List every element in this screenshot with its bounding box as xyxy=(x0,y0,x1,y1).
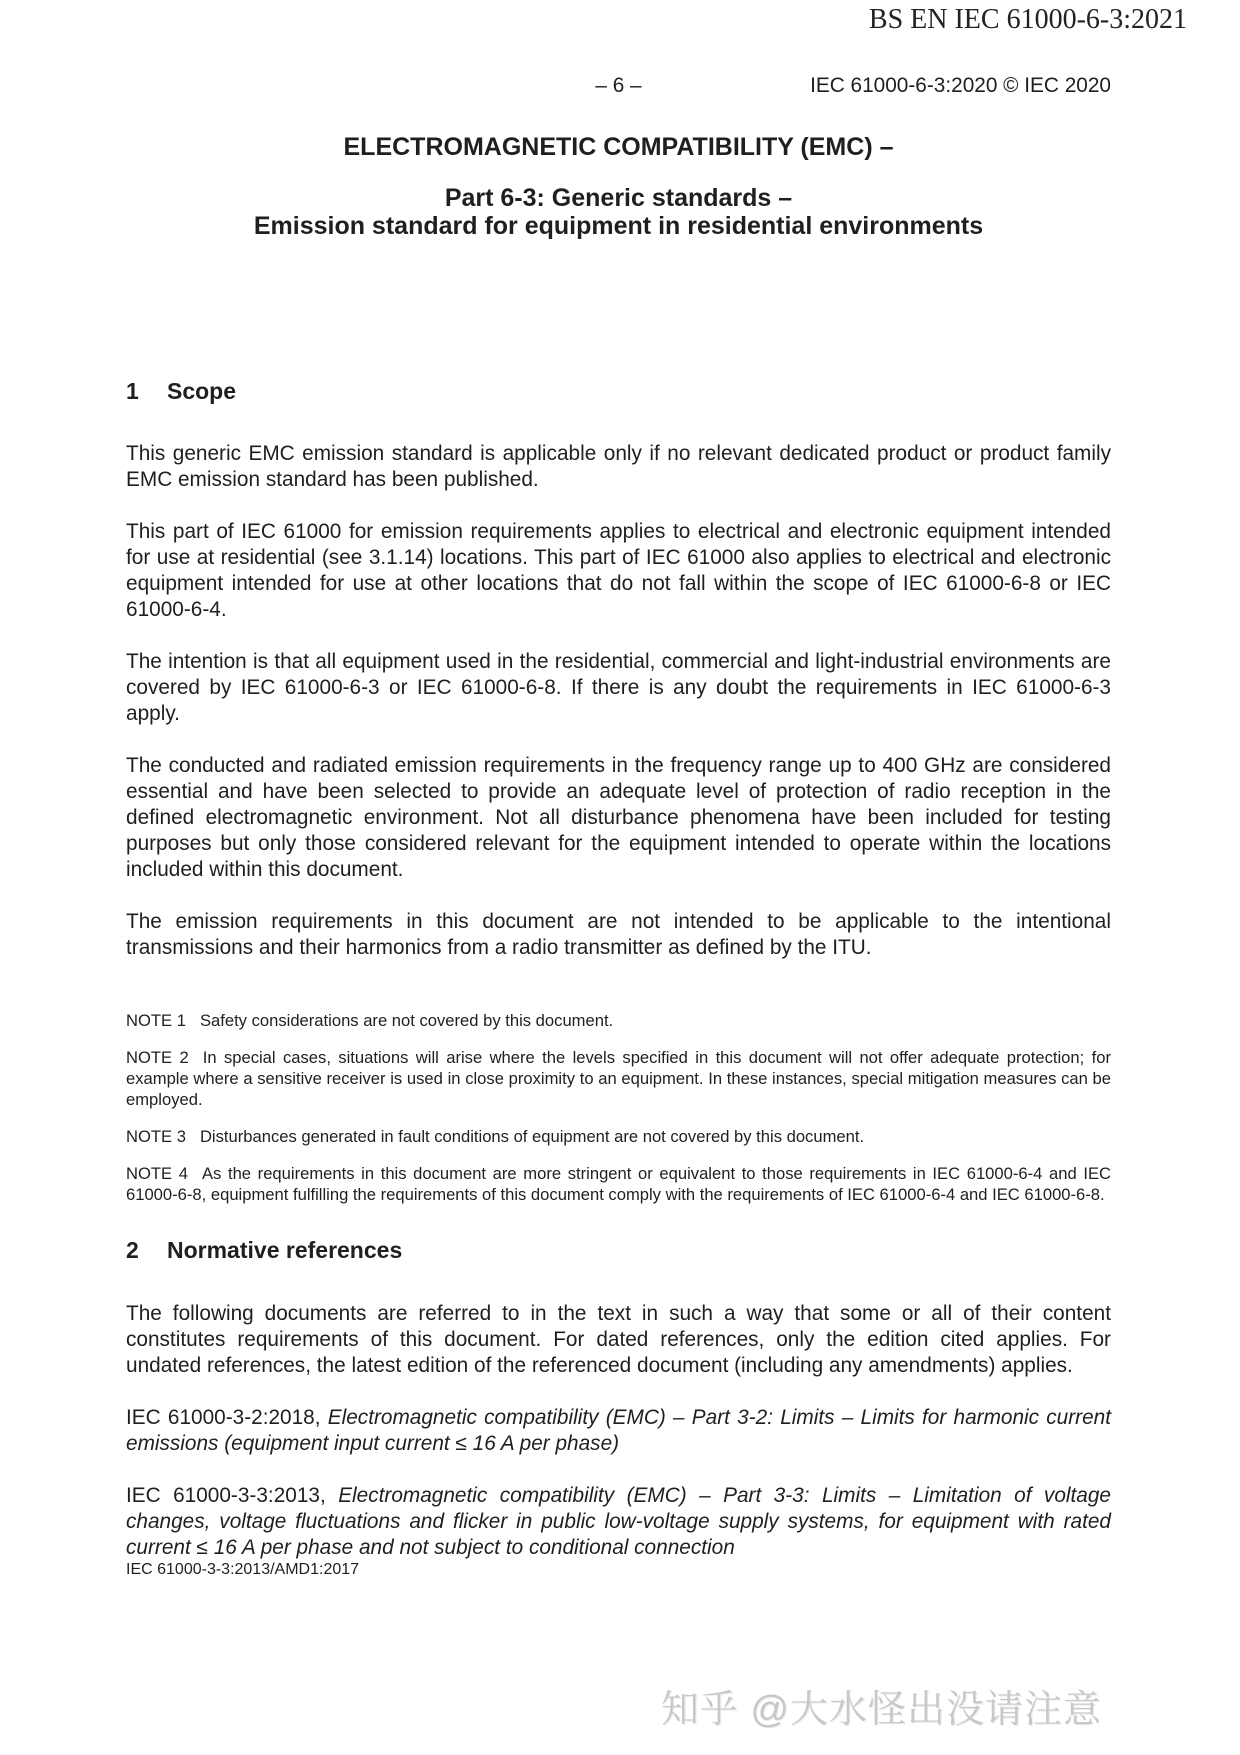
note-text: Disturbances generated in fault conditions of equipment are not covered by this document. xyxy=(199,1127,865,1146)
page-number: – 6 – xyxy=(595,74,642,97)
section-title: Scope xyxy=(167,378,237,404)
note xyxy=(126,1126,1111,1147)
section-heading-normative-references xyxy=(126,1237,1111,1263)
section-number: 2 xyxy=(126,1237,139,1263)
reference-item xyxy=(126,1483,1111,1561)
scope-paragraph: The conducted and radiated emission requirements in the frequency range up to 400 GHz are considered essential and have been selected to provide an adequate level of protection of radio reception in the defined electromagnetic environment. Not all disturbance phenomena have been included for testing purposes but only those considered relevant for the equipment intended to operate within the locations included within this document. xyxy=(126,754,1111,881)
bs-standard-reference: BS EN IEC 61000-6-3:2021 xyxy=(868,4,1187,35)
note xyxy=(126,1163,1111,1205)
scope-paragraph: This generic EMC emission standard is applicable only if no relevant dedicated product or product family EMC emission standard has been published. xyxy=(126,442,1111,491)
normative-references-intro: The following documents are referred to in the text in such a way that some or all of their content constitutes requirements of this document. For dated references, only the edition cited applies. For undated references, the latest edition of the referenced document (including any amendments) applies. xyxy=(126,1302,1111,1377)
reference-title: Electromagnetic compatibility (EMC) – Part 3-3: Limits – Limitation of voltage changes, voltage fluctuations and flicker in public low-voltage supply systems, for equipment with rated current ≤ 16 A per phase and not subject to conditional connection xyxy=(126,1484,1111,1559)
scope-paragraph: This part of IEC 61000 for emission requirements applies to electrical and electronic equipment intended for use at residential (see 3.1.14) locations. This part of IEC 61000 also applies to electrical and electronic equipment intended for use at other locations that do not fall within the scope of IEC 61000-6-8 or IEC 61000-6-4. xyxy=(126,520,1111,621)
section-title: Normative references xyxy=(167,1237,403,1263)
note-text: Safety considerations are not covered by this document. xyxy=(199,1011,614,1030)
document-title: ELECTROMAGNETIC COMPATIBILITY (EMC) – xyxy=(343,133,894,161)
section-number: 1 xyxy=(126,378,139,404)
reference-item xyxy=(126,1405,1111,1457)
note-label: NOTE 3 xyxy=(126,1127,186,1146)
scope-paragraph: The intention is that all equipment used in the residential, commercial and light-industrial environments are covered by IEC 61000-6-3 or IEC 61000-6-8. If there is any doubt the requirements in IEC 61000-6-3 apply. xyxy=(126,650,1111,725)
note-text: In special cases, situations will arise where the levels specified in this document will not offer adequate protection; for example where a sensitive receiver is used in close proximity to an equipment. In these instances, special mitigation measures can be employed. xyxy=(126,1048,1111,1109)
zhihu-watermark: 知乎 @大水怪出没请注意 xyxy=(660,1689,1102,1731)
reference-code: IEC 61000-3-2:2018, xyxy=(126,1406,321,1429)
section-heading-scope xyxy=(126,378,1111,404)
note-text: As the requirements in this document are more stringent or equivalent to those requirements in IEC 61000-6-4 and IEC 61000-6-8, equipment fulfilling the requirements of this document comply with the requirements of IEC 61000-6-4 and IEC 61000-6-8. xyxy=(126,1164,1111,1204)
document-subtitle-line-2: Emission standard for equipment in residential environments xyxy=(253,212,984,240)
reference-code: IEC 61000-3-3:2013, xyxy=(126,1484,326,1507)
document-subtitle xyxy=(126,184,1111,240)
page-content xyxy=(126,0,1111,1595)
iec-copyright-reference: IEC 61000-6-3:2020 © IEC 2020 xyxy=(810,74,1111,97)
note xyxy=(126,1047,1111,1110)
note-label: NOTE 2 xyxy=(126,1048,189,1067)
note-label: NOTE 1 xyxy=(126,1011,186,1030)
scope-paragraph: The emission requirements in this document are not intended to be applicable to the intentional transmissions and their harmonics from a radio transmitter as defined by the ITU. xyxy=(126,910,1111,959)
document-subtitle-line-1: Part 6-3: Generic standards – xyxy=(444,184,793,212)
note-label: NOTE 4 xyxy=(126,1164,188,1183)
note xyxy=(126,1010,1111,1031)
reference-title: Electromagnetic compatibility (EMC) – Part 3-2: Limits – Limits for harmonic current emissions (equipment input current ≤ 16 A per phase) xyxy=(126,1406,1111,1455)
reference-amendment: IEC 61000-3-3:2013/AMD1:2017 xyxy=(126,1561,360,1578)
